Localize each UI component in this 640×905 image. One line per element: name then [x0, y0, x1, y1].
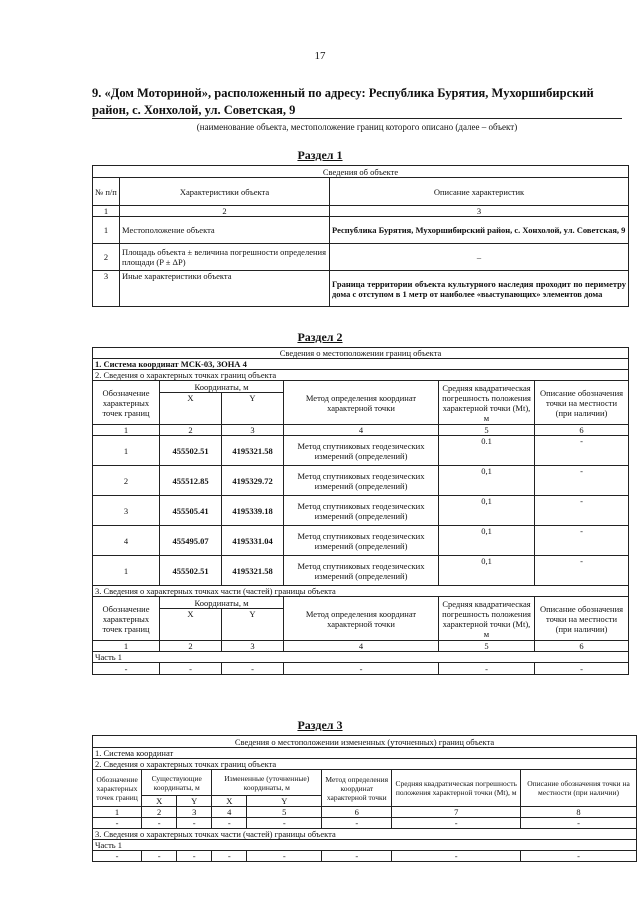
- table-row: [93, 244, 629, 271]
- empty-cell: -: [93, 818, 142, 829]
- point-label: 1: [93, 556, 160, 586]
- col-y-header: Y: [222, 609, 284, 641]
- point-error: 0,1: [439, 526, 535, 556]
- empty-cell: -: [439, 663, 535, 675]
- empty-cell: -: [142, 851, 177, 862]
- col-x-header: X: [160, 609, 222, 641]
- point-y: 4195329.72: [222, 466, 284, 496]
- col-method-header: Метод определения координат характерной точки: [322, 770, 392, 807]
- section3-table-title: Сведения о местоположении измененных (уточненных) границ объекта: [93, 736, 637, 748]
- row-number: 3: [93, 271, 120, 307]
- col-desc-header: Описание обозначения точки на местности (при наличии): [535, 381, 629, 425]
- index-cell: 3: [222, 425, 284, 436]
- point-y: 4195321.58: [222, 556, 284, 586]
- index-cell: 6: [322, 807, 392, 818]
- col-description-header: Описание характеристик: [330, 178, 629, 206]
- empty-cell: -: [521, 851, 637, 862]
- point-x: 455502.51: [160, 556, 222, 586]
- col-number-header: № п/п: [93, 178, 120, 206]
- section1-table: [92, 165, 629, 307]
- points-subheading: 2. Сведения о характерных точках границ объекта: [93, 370, 629, 381]
- point-desc: -: [535, 466, 629, 496]
- empty-cell: -: [222, 663, 284, 675]
- section2-table-title: Сведения о местоположении границ объекта: [93, 348, 629, 359]
- heading-underline: [92, 118, 622, 119]
- point-error: 0,1: [439, 496, 535, 526]
- index-cell: 8: [521, 807, 637, 818]
- table-row: [93, 496, 629, 526]
- index-cell: 1: [93, 206, 120, 217]
- index-cell: 2: [142, 807, 177, 818]
- row-characteristic: Площадь объекта ± величина погрешности определения площади (P ± ΔP): [120, 244, 330, 271]
- point-label: 1: [93, 436, 160, 466]
- point-label: 3: [93, 496, 160, 526]
- col-error-header: Средняя квадратическая погрешность положения характерной точки (Mt), м: [392, 770, 521, 807]
- index-cell: 5: [439, 425, 535, 436]
- index-cell: 1: [93, 641, 160, 652]
- point-y: 4195331.04: [222, 526, 284, 556]
- point-error: 0.1: [439, 436, 535, 466]
- empty-cell: -: [322, 818, 392, 829]
- empty-cell: -: [247, 818, 322, 829]
- point-method: Метод спутниковых геодезических измерений (определений): [284, 496, 439, 526]
- empty-cell: -: [93, 663, 160, 675]
- parts-subheading: 3. Сведения о характерных точках части (частей) границы объекта: [93, 586, 629, 597]
- index-cell: 3: [177, 807, 212, 818]
- object-heading: 9. «Дом Моториной», расположенный по адресу: Республика Бурятия, Мухоршибирский район, с. Хонхолой, ул. Советская, 9: [92, 86, 594, 117]
- empty-cell: -: [392, 818, 521, 829]
- col-x-header: X: [142, 796, 177, 807]
- object-caption: (наименование объекта, местоположение границ которого описано (далее – объект): [196, 122, 518, 132]
- point-x: 455505.41: [160, 496, 222, 526]
- point-desc: -: [535, 496, 629, 526]
- empty-cell: -: [284, 663, 439, 675]
- empty-cell: -: [177, 818, 212, 829]
- table-row: [93, 271, 629, 307]
- point-error: 0,1: [439, 466, 535, 496]
- index-cell: 2: [160, 641, 222, 652]
- point-label: 4: [93, 526, 160, 556]
- section1-table-title: Сведения об объекте: [93, 166, 629, 178]
- table-row: [93, 818, 637, 829]
- col-error-header: Средняя квадратическая погрешность положения характерной точки (Mt), м: [439, 597, 535, 641]
- empty-cell: -: [142, 818, 177, 829]
- point-method: Метод спутниковых геодезических измерений (определений): [284, 526, 439, 556]
- col-x-header: X: [160, 393, 222, 425]
- point-method: Метод спутниковых геодезических измерений (определений): [284, 556, 439, 586]
- parts-subheading: 3. Сведения о характерных точках части (частей) границы объекта: [93, 829, 637, 840]
- row-description: Граница территории объекта культурного наследия проходит по периметру дома с отступом в 1 метр от наиболее «выступающих» элементов дома: [330, 271, 629, 307]
- point-error: 0,1: [439, 556, 535, 586]
- row-description: Республика Бурятия, Мухоршибирский район, с. Хонхолой, ул. Советская, 9: [330, 217, 629, 244]
- col-desc-header: Описание обозначения точки на местности (при наличии): [535, 597, 629, 641]
- index-cell: 1: [93, 807, 142, 818]
- col-point-header: Обозначение характерных точек границ: [93, 770, 142, 807]
- table-row: [93, 526, 629, 556]
- part-label: Часть 1: [93, 840, 637, 851]
- empty-cell: -: [160, 663, 222, 675]
- point-desc: -: [535, 436, 629, 466]
- index-cell: 3: [330, 206, 629, 217]
- col-method-header: Метод определения координат характерной точки: [284, 597, 439, 641]
- index-cell: 5: [247, 807, 322, 818]
- index-cell: 7: [392, 807, 521, 818]
- point-method: Метод спутниковых геодезических измерений (определений): [284, 436, 439, 466]
- point-y: 4195321.58: [222, 436, 284, 466]
- col-coords-header: Координаты, м: [160, 597, 284, 609]
- index-cell: 4: [212, 807, 247, 818]
- index-cell: 5: [439, 641, 535, 652]
- empty-cell: -: [177, 851, 212, 862]
- index-cell: 3: [222, 641, 284, 652]
- index-cell: 6: [535, 425, 629, 436]
- col-existing-header: Существующие координаты, м: [142, 770, 212, 796]
- index-cell: 1: [93, 425, 160, 436]
- col-x-header: X: [212, 796, 247, 807]
- page-number: 17: [314, 50, 326, 62]
- table-row: [93, 217, 629, 244]
- col-error-header: Средняя квадратическая погрешность положения характерной точки (Mt), м: [439, 381, 535, 425]
- row-characteristic: Иные характеристики объекта: [120, 271, 330, 307]
- col-method-header: Метод определения координат характерной точки: [284, 381, 439, 425]
- col-changed-header: Измененные (уточненные) координаты, м: [212, 770, 322, 796]
- col-y-header: Y: [247, 796, 322, 807]
- empty-cell: -: [212, 851, 247, 862]
- empty-cell: -: [392, 851, 521, 862]
- col-point-header: Обозначение характерных точек границ: [93, 597, 160, 641]
- index-cell: 4: [284, 641, 439, 652]
- section3-title: Раздел 3: [297, 718, 343, 732]
- col-desc-header: Описание обозначения точки на местности (при наличии): [521, 770, 637, 807]
- point-label: 2: [93, 466, 160, 496]
- col-characteristics-header: Характеристики объекта: [120, 178, 330, 206]
- point-y: 4195339.18: [222, 496, 284, 526]
- part-label: Часть 1: [93, 652, 629, 663]
- coordinate-system: 1. Система координат МСК-03, ЗОНА 4: [93, 359, 629, 370]
- point-method: Метод спутниковых геодезических измерений (определений): [284, 466, 439, 496]
- index-cell: 6: [535, 641, 629, 652]
- col-coords-header: Координаты, м: [160, 381, 284, 393]
- table-row: [93, 663, 629, 675]
- index-cell: 4: [284, 425, 439, 436]
- empty-cell: -: [247, 851, 322, 862]
- col-y-header: Y: [177, 796, 212, 807]
- empty-cell: -: [93, 851, 142, 862]
- section2-title: Раздел 2: [297, 330, 343, 344]
- point-x: 455502.51: [160, 436, 222, 466]
- row-number: 2: [93, 244, 120, 271]
- table-row: [93, 556, 629, 586]
- points-subheading: 2. Сведения о характерных точках границ объекта: [93, 759, 637, 770]
- col-y-header: Y: [222, 393, 284, 425]
- empty-cell: -: [535, 663, 629, 675]
- index-cell: 2: [120, 206, 330, 217]
- point-x: 455512.85: [160, 466, 222, 496]
- empty-cell: -: [212, 818, 247, 829]
- table-row: [93, 851, 637, 862]
- section1-title: Раздел 1: [297, 148, 343, 162]
- index-cell: 2: [160, 425, 222, 436]
- table-row: [93, 466, 629, 496]
- row-characteristic: Местоположение объекта: [120, 217, 330, 244]
- section3-table: [92, 735, 637, 862]
- empty-cell: -: [322, 851, 392, 862]
- empty-cell: -: [521, 818, 637, 829]
- coordinate-system: 1. Система координат: [93, 748, 637, 759]
- section2-table: [92, 347, 629, 675]
- point-x: 455495.07: [160, 526, 222, 556]
- row-number: 1: [93, 217, 120, 244]
- col-point-header: Обозначение характерных точек границ: [93, 381, 160, 425]
- row-description: –: [330, 244, 629, 271]
- table-row: [93, 436, 629, 466]
- point-desc: -: [535, 556, 629, 586]
- point-desc: -: [535, 526, 629, 556]
